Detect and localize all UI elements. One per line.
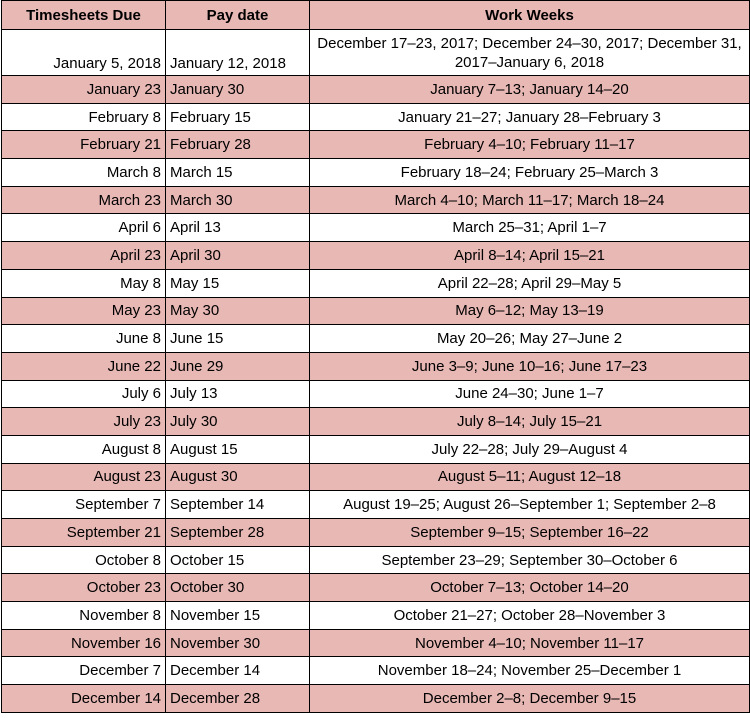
work-weeks-cell: January 7–13; January 14–20: [310, 76, 750, 104]
table-row: [2, 574, 750, 602]
pay-date-cell: July 13: [166, 380, 310, 408]
timesheets-due-cell: February 8: [2, 103, 166, 131]
pay-date-cell: February 28: [166, 131, 310, 159]
timesheets-due-cell: June 8: [2, 325, 166, 353]
pay-date-cell: April 30: [166, 242, 310, 270]
timesheets-due-cell: March 8: [2, 159, 166, 187]
pay-date-cell: August 15: [166, 435, 310, 463]
table-row: [2, 435, 750, 463]
timesheets-due-cell: July 6: [2, 380, 166, 408]
work-weeks-cell: July 22–28; July 29–August 4: [310, 435, 750, 463]
table-row: [2, 214, 750, 242]
pay-date-cell: May 30: [166, 297, 310, 325]
work-weeks-cell: December 2–8; December 9–15: [310, 685, 750, 713]
pay-date-cell: October 30: [166, 574, 310, 602]
pay-date-cell: September 28: [166, 519, 310, 547]
pay-date-cell: June 29: [166, 352, 310, 380]
table-row: [2, 408, 750, 436]
table-row: [2, 159, 750, 187]
timesheets-due-cell: May 8: [2, 269, 166, 297]
pay-date-cell: April 13: [166, 214, 310, 242]
pay-date-cell: November 15: [166, 602, 310, 630]
pay-date-cell: January 12, 2018: [166, 30, 310, 76]
table-row: [2, 297, 750, 325]
work-weeks-cell: April 8–14; April 15–21: [310, 242, 750, 270]
timesheets-due-cell: December 7: [2, 657, 166, 685]
table-row: [2, 463, 750, 491]
work-weeks-cell: July 8–14; July 15–21: [310, 408, 750, 436]
pay-date-cell: July 30: [166, 408, 310, 436]
table-row: [2, 103, 750, 131]
pay-date-cell: May 15: [166, 269, 310, 297]
timesheets-due-cell: December 14: [2, 685, 166, 713]
work-weeks-cell: August 19–25; August 26–September 1; September 2–8: [310, 491, 750, 519]
timesheet-schedule-table: [1, 0, 750, 713]
work-weeks-cell: March 25–31; April 1–7: [310, 214, 750, 242]
pay-date-cell: December 28: [166, 685, 310, 713]
pay-date-cell: November 30: [166, 629, 310, 657]
timesheets-due-cell: August 8: [2, 435, 166, 463]
timesheets-due-cell: July 23: [2, 408, 166, 436]
timesheets-due-cell: October 8: [2, 546, 166, 574]
work-weeks-cell: November 18–24; November 25–December 1: [310, 657, 750, 685]
pay-date-cell: December 14: [166, 657, 310, 685]
table-row: [2, 269, 750, 297]
work-weeks-cell: October 21–27; October 28–November 3: [310, 602, 750, 630]
table-row: [2, 76, 750, 104]
work-weeks-cell: February 18–24; February 25–March 3: [310, 159, 750, 187]
table-row: [2, 242, 750, 270]
pay-date-cell: March 30: [166, 186, 310, 214]
header-work-weeks: Work Weeks: [310, 1, 750, 30]
table-row: [2, 602, 750, 630]
timesheets-due-cell: November 16: [2, 629, 166, 657]
table-row: [2, 186, 750, 214]
work-weeks-cell: January 21–27; January 28–February 3: [310, 103, 750, 131]
table-row: [2, 657, 750, 685]
work-weeks-cell: March 4–10; March 11–17; March 18–24: [310, 186, 750, 214]
header-timesheets-due: Timesheets Due: [2, 1, 166, 30]
timesheets-due-cell: June 22: [2, 352, 166, 380]
pay-date-cell: March 15: [166, 159, 310, 187]
work-weeks-cell: June 3–9; June 10–16; June 17–23: [310, 352, 750, 380]
work-weeks-cell: February 4–10; February 11–17: [310, 131, 750, 159]
work-weeks-cell: August 5–11; August 12–18: [310, 463, 750, 491]
pay-date-cell: October 15: [166, 546, 310, 574]
work-weeks-cell: May 20–26; May 27–June 2: [310, 325, 750, 353]
timesheets-due-cell: February 21: [2, 131, 166, 159]
table-row: [2, 380, 750, 408]
pay-date-cell: September 14: [166, 491, 310, 519]
table-row: [2, 685, 750, 713]
table-row: [2, 491, 750, 519]
table-row: [2, 519, 750, 547]
pay-date-cell: June 15: [166, 325, 310, 353]
header-row: [2, 1, 750, 30]
pay-date-cell: August 30: [166, 463, 310, 491]
table-row: [2, 546, 750, 574]
timesheets-due-cell: January 23: [2, 76, 166, 104]
timesheets-due-cell: April 6: [2, 214, 166, 242]
pay-date-cell: January 30: [166, 76, 310, 104]
timesheets-due-cell: January 5, 2018: [2, 30, 166, 76]
timesheets-due-cell: August 23: [2, 463, 166, 491]
timesheets-due-cell: April 23: [2, 242, 166, 270]
timesheets-due-cell: May 23: [2, 297, 166, 325]
table-row: [2, 352, 750, 380]
table-row: [2, 30, 750, 76]
work-weeks-cell: September 23–29; September 30–October 6: [310, 546, 750, 574]
timesheets-due-cell: November 8: [2, 602, 166, 630]
work-weeks-cell: June 24–30; June 1–7: [310, 380, 750, 408]
work-weeks-cell: September 9–15; September 16–22: [310, 519, 750, 547]
timesheets-due-cell: September 21: [2, 519, 166, 547]
work-weeks-cell: May 6–12; May 13–19: [310, 297, 750, 325]
work-weeks-cell: October 7–13; October 14–20: [310, 574, 750, 602]
timesheets-due-cell: March 23: [2, 186, 166, 214]
table-row: [2, 629, 750, 657]
table-row: [2, 131, 750, 159]
pay-date-cell: February 15: [166, 103, 310, 131]
timesheets-due-cell: October 23: [2, 574, 166, 602]
work-weeks-cell: April 22–28; April 29–May 5: [310, 269, 750, 297]
table-row: [2, 325, 750, 353]
timesheets-due-cell: September 7: [2, 491, 166, 519]
work-weeks-cell: December 17–23, 2017; December 24–30, 2017; December 31, 2017–January 6, 2018: [310, 30, 750, 76]
work-weeks-cell: November 4–10; November 11–17: [310, 629, 750, 657]
header-pay-date: Pay date: [166, 1, 310, 30]
